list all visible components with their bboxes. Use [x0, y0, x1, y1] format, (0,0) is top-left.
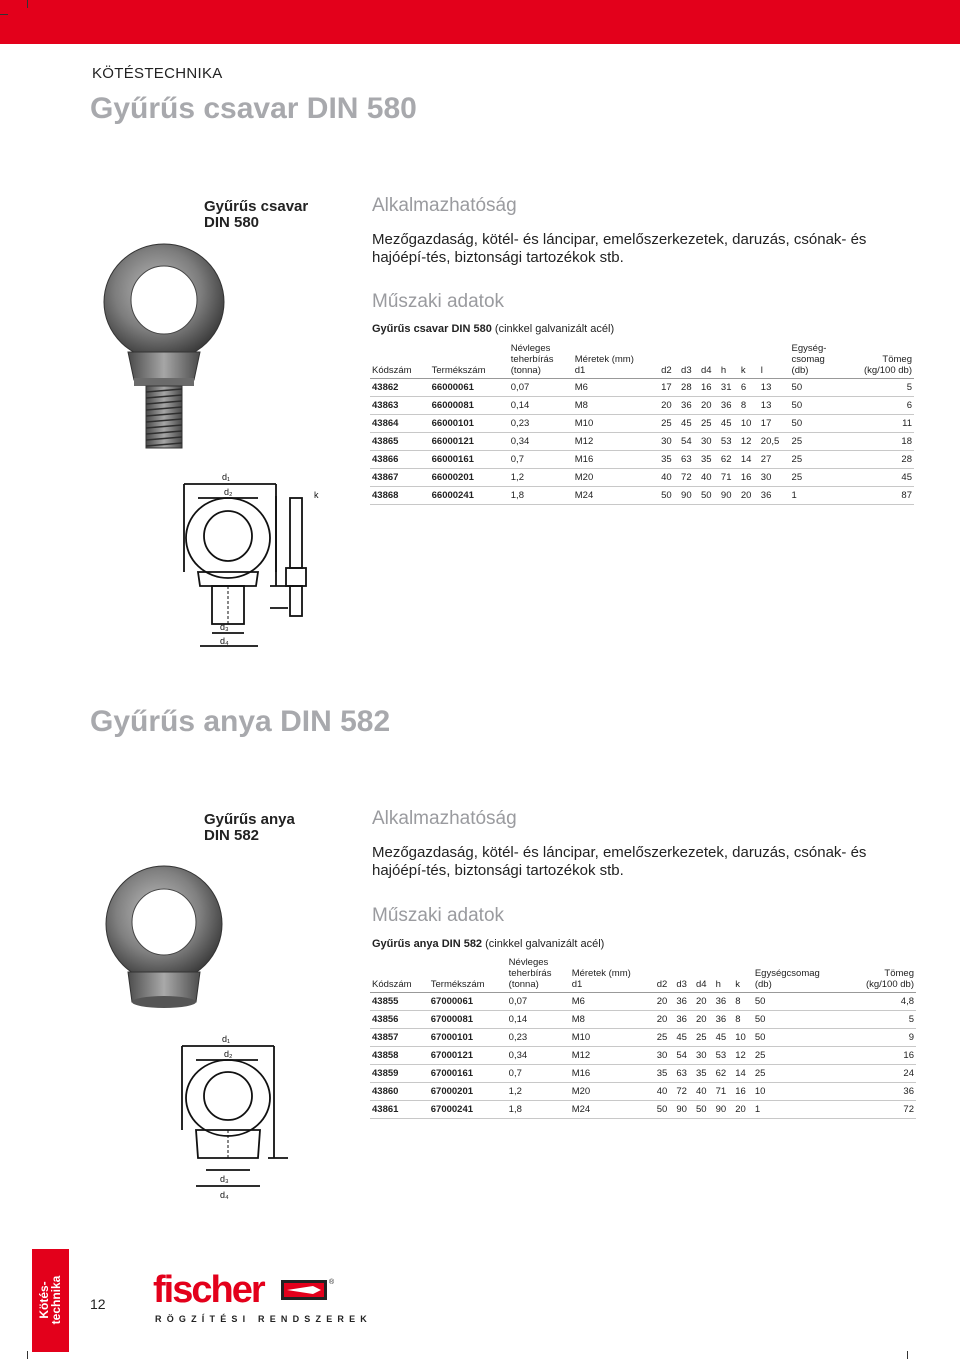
- table-cell: 43857: [370, 1029, 429, 1047]
- table-cell: 66000061: [430, 379, 509, 397]
- table-cell: 45: [843, 469, 914, 487]
- table-cell: 25: [655, 1029, 675, 1047]
- table-cell: 40: [655, 1083, 675, 1101]
- col-tomeg: [846, 957, 916, 993]
- table-cell: 1,2: [507, 1083, 570, 1101]
- table-cell: 4,8: [846, 993, 916, 1011]
- table-cell: 0,14: [507, 1011, 570, 1029]
- col-egyseg-line1: Egység-: [791, 343, 827, 354]
- table-cell: M24: [570, 1101, 655, 1119]
- fischer-logo: [153, 1268, 373, 1328]
- side-tab-label: [38, 1276, 62, 1325]
- table-cell: 24: [846, 1065, 916, 1083]
- table-caption: [372, 323, 614, 335]
- table-cell: 43864: [370, 415, 430, 433]
- page-title: Gyűrűs csavar DIN 580: [90, 92, 417, 125]
- table-cell: 43858: [370, 1047, 429, 1065]
- col-nevleges-line2: teherbírás: [510, 354, 554, 365]
- table-cell: 63: [674, 1065, 694, 1083]
- col-egyseg-line3: (db): [791, 365, 809, 376]
- table-cell: M6: [570, 993, 655, 1011]
- table-cell: 25: [790, 451, 843, 469]
- table-cell: 45: [674, 1029, 694, 1047]
- table-cell: 20: [659, 397, 679, 415]
- col-k: k: [739, 343, 759, 379]
- product-label-standard: DIN 582: [204, 827, 260, 844]
- table-cell: 72: [674, 1083, 694, 1101]
- table-cell: 50: [753, 993, 846, 1011]
- table-cell: 25: [753, 1047, 846, 1065]
- col-nevleges: [507, 957, 570, 993]
- table-cell: 1: [790, 487, 843, 505]
- svg-text:d₄: d₄: [220, 636, 229, 646]
- table-row: [370, 1029, 916, 1047]
- table-cell: 36: [719, 397, 739, 415]
- table-caption-rest: (cinkkel galvanizált acél): [491, 323, 615, 335]
- col-tomeg-line1: Tömeg: [884, 968, 914, 979]
- svg-text:d₂: d₂: [224, 487, 233, 497]
- table-cell: 50: [659, 487, 679, 505]
- side-tab: [32, 1249, 69, 1352]
- table-cell: 35: [659, 451, 679, 469]
- table-cell: 66000121: [430, 433, 509, 451]
- table-cell: 25: [659, 415, 679, 433]
- col-egysegcsomag: [790, 343, 843, 379]
- application-heading: Alkalmazhatóság: [372, 808, 517, 829]
- table-cell: 67000241: [429, 1101, 507, 1119]
- table-caption-rest: (cinkkel galvanizált acél): [482, 938, 605, 950]
- table-cell: 66000101: [430, 415, 509, 433]
- table-cell: 30: [655, 1047, 675, 1065]
- table-row: [370, 469, 914, 487]
- table-cell: 8: [739, 397, 759, 415]
- table-row: [370, 1101, 916, 1119]
- table-row: [370, 1011, 916, 1029]
- table-cell: 0,23: [509, 415, 573, 433]
- table-caption-bold: Gyűrűs csavar DIN 580: [372, 323, 492, 335]
- eye-bolt-spec-table: [370, 343, 914, 505]
- table-cell: 35: [655, 1065, 675, 1083]
- table-cell: 28: [843, 451, 914, 469]
- tech-heading: Műszaki adatok: [372, 291, 505, 312]
- table-cell: 30: [694, 1047, 714, 1065]
- table-cell: 45: [719, 415, 739, 433]
- col-d3: d3: [679, 343, 699, 379]
- table-cell: 0,07: [509, 379, 573, 397]
- table-cell: 66000161: [430, 451, 509, 469]
- table-cell: 20: [699, 397, 719, 415]
- application-text: Mezőgazdaság, kötél- és láncipar, emelőszerkezetek, daruzás, csónak- és hajóépí-tés, biztonsági tartozékok stb.: [372, 231, 867, 266]
- section-title: Gyűrűs anya DIN 582: [90, 705, 391, 738]
- table-cell: 12: [739, 433, 759, 451]
- table-cell: 16: [739, 469, 759, 487]
- table-cell: 1,2: [509, 469, 573, 487]
- table-cell: 10: [739, 415, 759, 433]
- col-kodszam: Kódszám: [370, 343, 430, 379]
- table-cell: 30: [759, 469, 790, 487]
- col-egyseg-line2: csomag: [791, 354, 825, 365]
- table-cell: 6: [739, 379, 759, 397]
- table-cell: 1,8: [507, 1101, 570, 1119]
- col-l: l: [759, 343, 790, 379]
- table-cell: M10: [573, 415, 659, 433]
- table-cell: 50: [790, 379, 843, 397]
- table-cell: 20: [694, 993, 714, 1011]
- table-cell: 8: [733, 1011, 753, 1029]
- svg-text:d₃: d₃: [220, 1174, 229, 1184]
- table-cell: 25: [699, 415, 719, 433]
- table-cell: 67000201: [429, 1083, 507, 1101]
- table-cell: 16: [699, 379, 719, 397]
- svg-text:k: k: [314, 490, 319, 500]
- table-cell: 67000101: [429, 1029, 507, 1047]
- side-tab-line1: Kötés-: [37, 1281, 51, 1319]
- table-cell: 30: [699, 433, 719, 451]
- table-cell: M8: [570, 1011, 655, 1029]
- table-cell: 8: [733, 993, 753, 1011]
- table-cell: 53: [714, 1047, 734, 1065]
- table-cell: 18: [843, 433, 914, 451]
- eye-bolt-photo: [88, 240, 238, 460]
- table-cell: 36: [714, 1011, 734, 1029]
- table-cell: 50: [790, 397, 843, 415]
- col-d1: [573, 343, 659, 379]
- svg-text:d₄: d₄: [220, 1190, 229, 1200]
- table-cell: 50: [790, 415, 843, 433]
- table-row: [370, 1065, 916, 1083]
- table-cell: 43866: [370, 451, 430, 469]
- eye-nut-spec-table: [370, 957, 916, 1119]
- tech-heading: Műszaki adatok: [372, 905, 505, 926]
- col-meretek: Méretek (mm): [571, 968, 631, 979]
- table-cell: 1: [753, 1101, 846, 1119]
- table-cell: M12: [570, 1047, 655, 1065]
- table-cell: 10: [753, 1083, 846, 1101]
- table-cell: 43856: [370, 1011, 429, 1029]
- table-cell: 25: [790, 433, 843, 451]
- table-cell: 28: [679, 379, 699, 397]
- table-cell: 50: [699, 487, 719, 505]
- crop-mark: [0, 14, 8, 15]
- table-cell: 43855: [370, 993, 429, 1011]
- col-tomeg-line2: (kg/100 db): [865, 979, 914, 990]
- table-cell: 12: [733, 1047, 753, 1065]
- table-cell: 40: [659, 469, 679, 487]
- table-cell: 5: [846, 1011, 916, 1029]
- table-cell: 90: [674, 1101, 694, 1119]
- table-cell: 66000201: [430, 469, 509, 487]
- table-cell: 72: [846, 1101, 916, 1119]
- table-cell: 30: [659, 433, 679, 451]
- col-d1-label: d1: [574, 365, 586, 376]
- table-cell: M24: [573, 487, 659, 505]
- col-tomeg-line1: Tömeg: [882, 354, 912, 365]
- table-cell: 90: [679, 487, 699, 505]
- col-kodszam: Kódszám: [370, 957, 429, 993]
- table-cell: 0,34: [507, 1047, 570, 1065]
- table-cell: M12: [573, 433, 659, 451]
- table-row: [370, 451, 914, 469]
- application-text: Mezőgazdaság, kötél- és láncipar, emelőszerkezetek, daruzás, csónak- és hajóépí-tés, biztonsági tartozékok stb.: [372, 844, 867, 879]
- table-cell: 45: [679, 415, 699, 433]
- table-cell: 62: [719, 451, 739, 469]
- col-d4: d4: [699, 343, 719, 379]
- table-cell: 10: [733, 1029, 753, 1047]
- table-cell: 25: [694, 1029, 714, 1047]
- table-cell: 25: [753, 1065, 846, 1083]
- eye-nut-photo: [92, 860, 232, 1020]
- table-cell: 50: [694, 1101, 714, 1119]
- table-cell: 36: [679, 397, 699, 415]
- crop-mark: [27, 1351, 28, 1359]
- col-nevleges-line3: (tonna): [508, 979, 539, 990]
- table-cell: M20: [573, 469, 659, 487]
- table-cell: 0,07: [507, 993, 570, 1011]
- col-nevleges-line2: teherbírás: [508, 968, 552, 979]
- svg-text:®: ®: [329, 1279, 335, 1286]
- table-cell: 25: [790, 469, 843, 487]
- table-cell: 72: [679, 469, 699, 487]
- table-cell: 36: [674, 993, 694, 1011]
- table-cell: 17: [659, 379, 679, 397]
- table-cell: 36: [846, 1083, 916, 1101]
- table-cell: 35: [694, 1065, 714, 1083]
- table-cell: 11: [843, 415, 914, 433]
- table-cell: M10: [570, 1029, 655, 1047]
- table-cell: 87: [843, 487, 914, 505]
- table-cell: 20: [694, 1011, 714, 1029]
- table-cell: 36: [759, 487, 790, 505]
- table-cell: 66000081: [430, 397, 509, 415]
- crop-mark: [27, 0, 28, 8]
- table-cell: 43868: [370, 487, 430, 505]
- table-cell: 0,23: [507, 1029, 570, 1047]
- table-cell: 14: [733, 1065, 753, 1083]
- table-caption: [372, 938, 604, 950]
- table-cell: 90: [719, 487, 739, 505]
- table-cell: 13: [759, 397, 790, 415]
- table-cell: 35: [699, 451, 719, 469]
- application-heading: Alkalmazhatóság: [372, 195, 517, 216]
- table-cell: 43863: [370, 397, 430, 415]
- table-cell: M16: [570, 1065, 655, 1083]
- table-cell: 0,7: [509, 451, 573, 469]
- table-cell: 63: [679, 451, 699, 469]
- table-cell: 43861: [370, 1101, 429, 1119]
- product-label: [204, 812, 295, 844]
- col-d2: d2: [659, 343, 679, 379]
- table-cell: 50: [753, 1029, 846, 1047]
- col-h: h: [719, 343, 739, 379]
- table-cell: 67000061: [429, 993, 507, 1011]
- table-cell: 20: [739, 487, 759, 505]
- col-termekszam: Termékszám: [429, 957, 507, 993]
- col-nevleges-line3: (tonna): [510, 365, 541, 376]
- table-header-row: [370, 957, 916, 993]
- table-cell: 66000241: [430, 487, 509, 505]
- table-row: [370, 487, 914, 505]
- table-cell: 67000161: [429, 1065, 507, 1083]
- col-nevleges-line1: Névleges: [510, 343, 551, 354]
- table-cell: 71: [714, 1083, 734, 1101]
- table-cell: M6: [573, 379, 659, 397]
- category-label: KÖTÉSTECHNIKA: [92, 65, 223, 82]
- brand-tagline: RÖGZÍTÉSI RENDSZEREK: [155, 1314, 373, 1324]
- side-tab-line2: technika: [49, 1275, 63, 1325]
- table-cell: 71: [719, 469, 739, 487]
- table-cell: 40: [699, 469, 719, 487]
- table-row: [370, 993, 916, 1011]
- eye-nut-table-body: [370, 993, 916, 1119]
- product-label: [204, 199, 308, 231]
- table-cell: 67000081: [429, 1011, 507, 1029]
- table-cell: 43860: [370, 1083, 429, 1101]
- table-cell: 16: [733, 1083, 753, 1101]
- table-cell: 54: [674, 1047, 694, 1065]
- crop-mark: [907, 1351, 908, 1359]
- col-k: k: [733, 957, 753, 993]
- svg-text:d₁: d₁: [222, 1034, 231, 1044]
- svg-text:d₃: d₃: [220, 622, 229, 632]
- table-cell: 36: [714, 993, 734, 1011]
- table-cell: 14: [739, 451, 759, 469]
- col-nevleges-line1: Névleges: [508, 957, 549, 968]
- top-red-bar: [0, 0, 960, 44]
- col-termekszam: Termékszám: [430, 343, 509, 379]
- table-cell: 43859: [370, 1065, 429, 1083]
- table-cell: M16: [573, 451, 659, 469]
- table-row: [370, 1083, 916, 1101]
- svg-text:d₁: d₁: [222, 472, 231, 482]
- table-cell: 20: [655, 993, 675, 1011]
- col-d1-label: d1: [571, 979, 583, 990]
- table-cell: 20: [655, 1011, 675, 1029]
- col-meretek: Méretek (mm): [574, 354, 634, 365]
- table-caption-bold: Gyűrűs anya DIN 582: [372, 938, 483, 950]
- col-egyseg-line1: Egységcsomag: [754, 968, 820, 979]
- table-row: [370, 415, 914, 433]
- table-cell: 20: [733, 1101, 753, 1119]
- table-cell: 53: [719, 433, 739, 451]
- eye-nut-drawing: [176, 1030, 336, 1210]
- col-egyseg-line2: (db): [754, 979, 772, 990]
- table-cell: 43862: [370, 379, 430, 397]
- table-cell: 6: [843, 397, 914, 415]
- eye-bolt-table-body: [370, 379, 914, 505]
- table-cell: 1,8: [509, 487, 573, 505]
- table-cell: 16: [846, 1047, 916, 1065]
- col-d1: [570, 957, 655, 993]
- col-nevleges: [509, 343, 573, 379]
- table-cell: 17: [759, 415, 790, 433]
- col-egysegcsomag: [753, 957, 846, 993]
- table-cell: 50: [655, 1101, 675, 1119]
- page-number: 12: [90, 1296, 106, 1312]
- table-cell: 13: [759, 379, 790, 397]
- logo-badge-icon: [281, 1280, 327, 1300]
- table-row: [370, 397, 914, 415]
- svg-text:d₂: d₂: [224, 1049, 233, 1059]
- brand-name: fischer: [153, 1269, 264, 1311]
- col-tomeg-line2: (kg/100 db): [863, 365, 912, 376]
- eye-bolt-drawing: [176, 468, 336, 658]
- table-cell: 31: [719, 379, 739, 397]
- product-label-standard: DIN 580: [204, 214, 260, 231]
- table-cell: 45: [714, 1029, 734, 1047]
- table-cell: 0,14: [509, 397, 573, 415]
- product-label-name: Gyűrűs csavar: [204, 198, 309, 215]
- table-cell: M20: [570, 1083, 655, 1101]
- table-cell: 0,34: [509, 433, 573, 451]
- col-h: h: [714, 957, 734, 993]
- table-row: [370, 433, 914, 451]
- table-cell: 36: [674, 1011, 694, 1029]
- table-header-row: [370, 343, 914, 379]
- col-d3: d3: [674, 957, 694, 993]
- table-cell: 50: [753, 1011, 846, 1029]
- table-cell: 40: [694, 1083, 714, 1101]
- table-cell: 62: [714, 1065, 734, 1083]
- table-cell: 9: [846, 1029, 916, 1047]
- table-cell: 27: [759, 451, 790, 469]
- table-cell: 0,7: [507, 1065, 570, 1083]
- table-cell: 54: [679, 433, 699, 451]
- table-row: [370, 379, 914, 397]
- col-tomeg: [843, 343, 914, 379]
- table-cell: 5: [843, 379, 914, 397]
- table-cell: 90: [714, 1101, 734, 1119]
- col-d4: d4: [694, 957, 714, 993]
- product-label-name: Gyűrűs anya: [204, 811, 295, 828]
- table-cell: 20,5: [759, 433, 790, 451]
- table-cell: 67000121: [429, 1047, 507, 1065]
- table-cell: 43867: [370, 469, 430, 487]
- table-row: [370, 1047, 916, 1065]
- table-cell: 43865: [370, 433, 430, 451]
- table-cell: M8: [573, 397, 659, 415]
- col-d2: d2: [655, 957, 675, 993]
